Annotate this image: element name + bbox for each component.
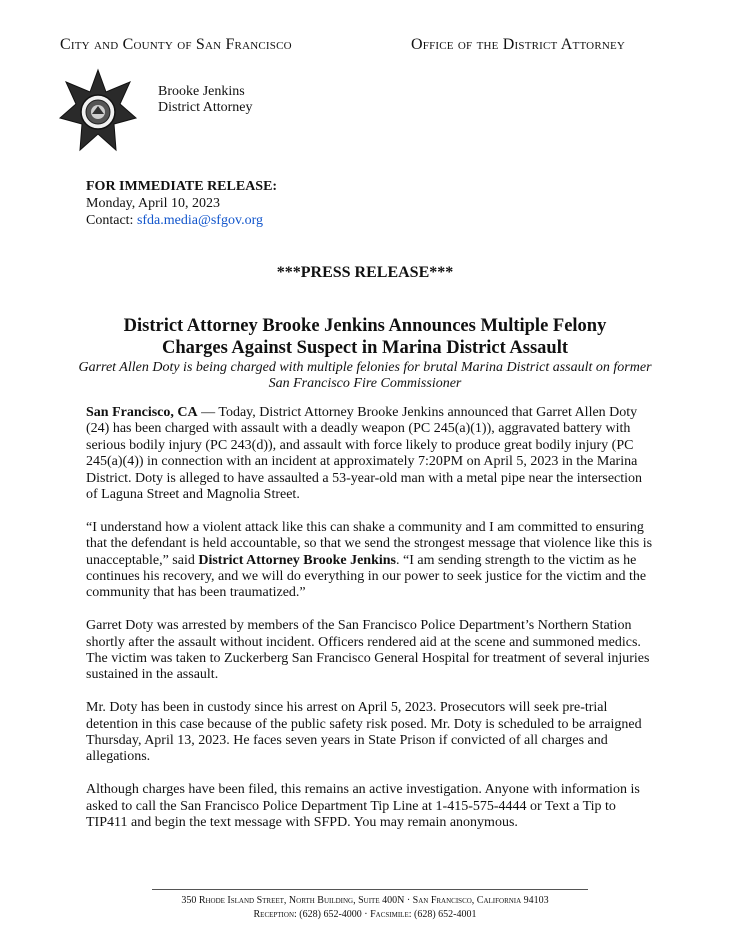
paragraph-1-text: — Today, District Attorney Brooke Jenkins announced that Garret Allen Doty (24) has been charged with assault with a deadly weapon (PC 245(a)(1)), aggravated battery with serious bodily injury (PC 243(d)), and assault with force likely to produce great bodily injury (PC 245(a)(4)) in connection with an incident at approximately 7:20PM on April 5, 2023 in the Marina District. Doty is alleged to have assaulted a 53-year-old man with a metal pipe near the intersection of Laguna Street and Magnolia Street.: [86, 405, 643, 503]
release-date: Monday, April 10, 2023: [86, 196, 221, 211]
contact-email-link[interactable]: sfda.media@sfgov.org: [136, 213, 263, 228]
contact-line: [86, 212, 277, 229]
paragraph-1: [86, 405, 656, 503]
footer-divider: [152, 889, 588, 890]
district-attorney-block: [158, 84, 253, 116]
da-name: Brooke Jenkins: [158, 84, 245, 99]
contact-label: Contact:: [86, 213, 137, 228]
headline: [60, 315, 670, 359]
footer-phone-line: Reception: (628) 652-4000 · Facsimile: (628) 652-4001: [253, 909, 477, 920]
press-release-label: ***PRESS RELEASE***: [276, 264, 454, 281]
headline-line-2: Charges Against Suspect in Marina District Assault: [162, 338, 568, 358]
footer-address-line: 350 Rhode Island Street, North Building, Suite 400N · San Francisco, California 94103: [181, 895, 549, 906]
headline-line-1: District Attorney Brooke Jenkins Announces Multiple Felony: [123, 316, 607, 336]
release-body: [86, 405, 656, 848]
footer-address: [0, 894, 730, 922]
paragraph-4: Mr. Doty has been in custody since his arrest on April 5, 2023. Prosecutors will seek pre-trial detention in this case because of the public safety risk posed. Mr. Doty is scheduled to be arraigned Thursday, April 13, 2023. He faces seven years in State Prison if convicted of all charges and allegations.: [86, 700, 642, 765]
header-city-county: City and County of San Francisco: [60, 36, 292, 53]
paragraph-5: Although charges have been filed, this remains an active investigation. Anyone with information is asked to call the San Francisco Police Department Tip Line at 1-415-575-4444 or Text a Tip to TIP411 and begin the text message with SFPD. You may remain anonymous.: [86, 782, 640, 831]
paragraph-3: Garret Doty was arrested by members of the San Francisco Police Department’s Northern Station shortly after the assault without incident. Officers rendered aid at the scene and summoned medics. The victim was taken to Zuckerberg San Francisco General Hospital for treatment of several injuries sustained in the assault.: [86, 618, 650, 683]
header-office: Office of the District Attorney: [411, 36, 626, 53]
da-title: District Attorney: [158, 100, 253, 115]
release-info: [86, 178, 277, 229]
release-label: FOR IMMEDIATE RELEASE:: [86, 179, 278, 194]
quote-text-b: . “I am sending strength to the victim as he continues his recovery, and we will do everything in our power to seek justice for the victim and the community that has been traumatized.”: [86, 552, 647, 601]
dateline: San Francisco, CA: [86, 405, 198, 420]
quote-attribution: District Attorney Brooke Jenkins: [198, 552, 397, 568]
subheadline: Garret Allen Doty is being charged with multiple felonies for brutal Marina District assault on former San Francisco Fire Commissioner: [78, 360, 652, 391]
district-attorney-star-badge-icon: [58, 68, 138, 152]
quote-text-a: “I understand how a violent attack like this can shake a community and I am committed to ensuring that the defendant is held accountable, so that we send the strongest message that violence like this is unacceptable,” said: [86, 519, 653, 568]
paragraph-2: [86, 520, 656, 602]
